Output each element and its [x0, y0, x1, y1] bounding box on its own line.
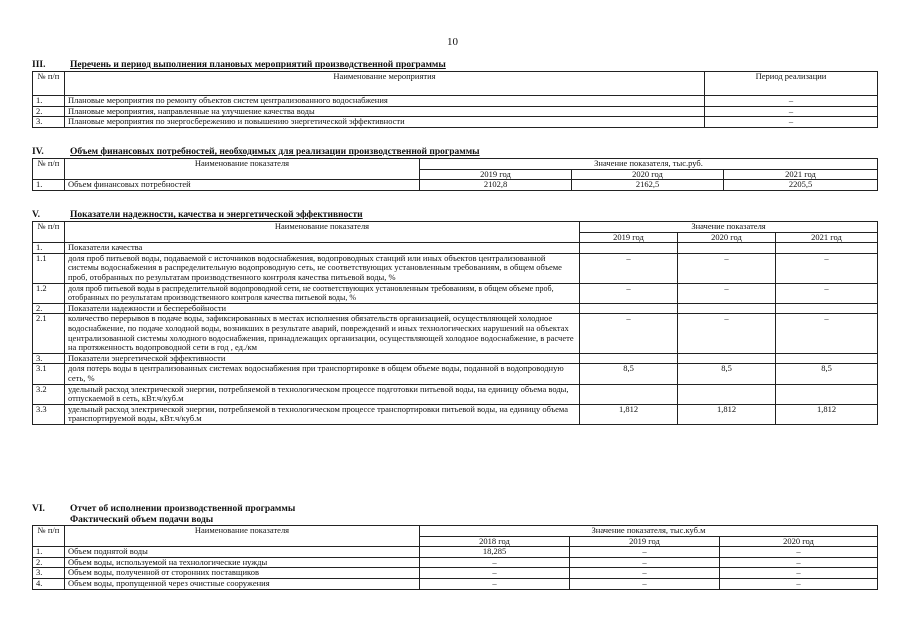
- row-name: доля потерь воды в централизованных системах водоснабжения при транспортировке в общем объеме воды, поданной в водопроводную сеть, %: [65, 364, 580, 384]
- col-header-value: Значение показателя: [580, 222, 878, 233]
- table-row: [33, 106, 878, 117]
- row-no: 1.: [33, 96, 65, 107]
- row-no: 1.: [33, 180, 65, 191]
- section-3-title: Перечень и период выполнения плановых мероприятий производственной программы: [70, 60, 446, 70]
- col-header-value: Значение показателя, тыс.куб.м: [420, 526, 878, 537]
- year-header: 2021 год: [776, 232, 878, 243]
- row-value: –: [678, 314, 776, 353]
- table-row-group: [33, 243, 878, 254]
- col-header-name: Наименование показателя: [65, 159, 420, 180]
- row-value: –: [776, 283, 878, 303]
- col-header-value: Значение показателя, тыс.руб.: [420, 159, 878, 170]
- row-value: –: [420, 557, 570, 568]
- row-value: –: [570, 568, 720, 579]
- col-header-name: Наименование мероприятия: [65, 72, 705, 96]
- section-4-number: IV.: [32, 147, 44, 157]
- section-5-title: Показатели надежности, качества и энергетической эффективности: [70, 210, 363, 220]
- row-value: –: [580, 283, 678, 303]
- row-name: Показатели надежности и бесперебойности: [65, 303, 580, 314]
- row-value: –: [420, 578, 570, 589]
- section-5-heading: [32, 210, 877, 221]
- row-value: 1,812: [776, 404, 878, 424]
- section-6-subtitle: Фактический объем подачи воды: [70, 515, 214, 525]
- section-6: [32, 504, 877, 590]
- row-value: 8,5: [776, 364, 878, 384]
- row-value: 18,285: [420, 547, 570, 558]
- row-no: 1.: [33, 243, 65, 254]
- finance-table: [32, 158, 878, 191]
- table-row-group: [33, 353, 878, 364]
- row-no: 2.: [33, 106, 65, 117]
- col-header-name: Наименование показателя: [65, 526, 420, 547]
- indicators-table: [32, 221, 878, 425]
- row-no: 4.: [33, 578, 65, 589]
- table-row: [33, 547, 878, 558]
- row-value: –: [570, 557, 720, 568]
- section-5: [32, 210, 877, 425]
- year-header: 2020 год: [678, 232, 776, 243]
- row-period: –: [705, 106, 878, 117]
- row-period: –: [705, 117, 878, 128]
- row-name: Плановые мероприятия, направленные на улучшение качества воды: [65, 106, 705, 117]
- water-supply-table: [32, 525, 878, 590]
- row-value: 2205,5: [724, 180, 878, 191]
- row-period: –: [705, 96, 878, 107]
- table-row: [33, 364, 878, 384]
- col-header-no: № п/п: [33, 72, 65, 96]
- row-no: 2.1: [33, 314, 65, 353]
- col-header-period: Период реализации: [705, 72, 878, 96]
- section-4-title: Объем финансовых потребностей, необходимых для реализации производственной программы: [70, 147, 480, 157]
- row-value: 8,5: [580, 364, 678, 384]
- row-name: Объем воды, используемой на технологические нужды: [65, 557, 420, 568]
- section-3-number: III.: [32, 60, 46, 70]
- row-value: 8,5: [678, 364, 776, 384]
- row-name: доля проб питьевой воды, подаваемой с источников водоснабжения, водопроводных станций или иных объектов централизованной системы водоснабжения в распределительную водопроводную сеть, не соответствующих установленным требованиям, в общем объеме проб, отобранных по результатам производственного контроля качества питьевой воды, %: [65, 253, 580, 283]
- row-no: 1.2: [33, 283, 65, 303]
- row-value: –: [720, 578, 878, 589]
- row-value: [776, 384, 878, 404]
- row-no: 1.: [33, 547, 65, 558]
- table-row: [33, 117, 878, 128]
- row-value: 1,812: [678, 404, 776, 424]
- row-value: –: [720, 547, 878, 558]
- row-value: 1,812: [580, 404, 678, 424]
- row-value: –: [570, 578, 720, 589]
- section-6-title: Отчет об исполнении производственной программы: [70, 504, 296, 514]
- row-no: 3.1: [33, 364, 65, 384]
- row-name: доля проб питьевой воды в распределительной водопроводной сети, не соответствующих установленным требованиям, в общем объеме проб, отобранных по результатам производственного контроля качества питьевой воды, %: [65, 283, 580, 303]
- row-name: Объем финансовых потребностей: [65, 180, 420, 191]
- row-no: 1.1: [33, 253, 65, 283]
- row-no: 3.3: [33, 404, 65, 424]
- row-value: –: [678, 283, 776, 303]
- year-header: 2019 год: [580, 232, 678, 243]
- section-6-heading: [32, 504, 877, 515]
- row-name: Плановые мероприятия по энергосбережению и повышению энергетической эффективности: [65, 117, 705, 128]
- row-value: –: [420, 568, 570, 579]
- row-value: –: [580, 253, 678, 283]
- col-header-no: № п/п: [33, 159, 65, 180]
- row-no: 3.: [33, 353, 65, 364]
- col-header-no: № п/п: [33, 526, 65, 547]
- row-value: –: [580, 314, 678, 353]
- row-value: [580, 384, 678, 404]
- page-number: 10: [447, 36, 458, 48]
- row-value: –: [720, 557, 878, 568]
- year-header: 2021 год: [724, 169, 878, 180]
- year-header: 2020 год: [720, 536, 878, 547]
- table-row: [33, 404, 878, 424]
- table-row: [33, 314, 878, 353]
- table-row: [33, 253, 878, 283]
- row-name: Объем воды, полученной от сторонних поставщиков: [65, 568, 420, 579]
- row-name: Показатели качества: [65, 243, 580, 254]
- row-value: –: [776, 314, 878, 353]
- row-value: [678, 384, 776, 404]
- table-row-group: [33, 303, 878, 314]
- section-5-number: V.: [32, 210, 41, 220]
- section-4-heading: [32, 147, 877, 158]
- row-value: –: [720, 568, 878, 579]
- section-3-heading: [32, 60, 877, 71]
- col-header-no: № п/п: [33, 222, 65, 243]
- row-no: 3.2: [33, 384, 65, 404]
- row-name: Показатели энергетической эффективности: [65, 353, 580, 364]
- row-no: 3.: [33, 117, 65, 128]
- year-header: 2019 год: [570, 536, 720, 547]
- row-value: –: [678, 253, 776, 283]
- row-name: удельный расход электрической энергии, потребляемой в технологическом процессе подготовки питьевой воды, на единицу объема воды, отпускаемой в сеть, кВт.ч/куб.м: [65, 384, 580, 404]
- row-no: 2.: [33, 557, 65, 568]
- table-row: [33, 180, 878, 191]
- table-row: [33, 96, 878, 107]
- row-name: Объем воды, пропущенной через очистные сооружения: [65, 578, 420, 589]
- row-no: 2.: [33, 303, 65, 314]
- year-header: 2020 год: [572, 169, 724, 180]
- year-header: 2019 год: [420, 169, 572, 180]
- row-value: –: [570, 547, 720, 558]
- row-name: удельный расход электрической энергии, потребляемой в технологическом процессе транспортировки питьевой воды, на единицу объема транспортируемой воды, кВт.ч/куб.м: [65, 404, 580, 424]
- table-row: [33, 283, 878, 303]
- section-6-number: VI.: [32, 504, 45, 514]
- row-value: 2162,5: [572, 180, 724, 191]
- row-name: Объем поднятой воды: [65, 547, 420, 558]
- table-row: [33, 568, 878, 579]
- row-name: Плановые мероприятия по ремонту объектов систем централизованного водоснабжения: [65, 96, 705, 107]
- col-header-name: Наименование показателя: [65, 222, 580, 243]
- section-3: [32, 60, 877, 128]
- activities-table: [32, 71, 878, 128]
- row-value: 2102,8: [420, 180, 572, 191]
- row-value: –: [776, 253, 878, 283]
- year-header: 2018 год: [420, 536, 570, 547]
- row-no: 3.: [33, 568, 65, 579]
- table-row: [33, 384, 878, 404]
- section-4: [32, 147, 877, 191]
- row-name: количество перерывов в подаче воды, зафиксированных в местах исполнения обязательств организацией, осуществляющей холодное водоснабжение, по подаче холодной воды, возникших в результате аварий, повреждений и иных технологических нарушений на объектах централизованной системы холодного водоснабжения, принадлежащих организации, осуществляющей холодное водоснабжение, в расчете на протяженность водопроводной сети в год , ед./км: [65, 314, 580, 353]
- table-row: [33, 557, 878, 568]
- table-row: [33, 578, 878, 589]
